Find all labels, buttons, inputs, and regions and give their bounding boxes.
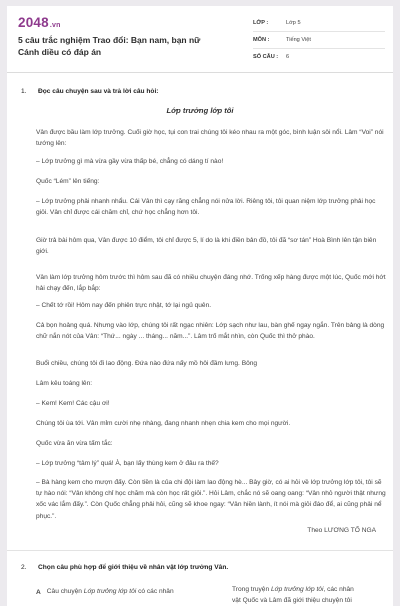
option-letter: A: [36, 589, 41, 596]
quiz-meta-table: [253, 15, 385, 65]
question-number: 2.: [21, 564, 27, 571]
option-text-pre: Câu chuyện: [46, 588, 84, 595]
meta-row-grade: [253, 15, 385, 32]
story-paragraph: – Bà hàng kem cho mượn đấy. Còn tiền là của chi đội làm lao động hè... Bây giờ, có ai hỏi về lớp trưởng lớp tôi, tôi sẽ tự hào nói: “Vân không chỉ học chăm mà còn học rất giỏi.”. Hỏi Lâm, chắc nó sẽ oang oang: “Vân nhỏ người thật nhưng xốc vác lắm đấy.”. Còn Quốc chẳng phải hỏi, cũng sẽ khoe ngay: “Vân hiền lành, ít nói mà giỏi đáo để, ai cũng phải nể phục.”.: [36, 479, 386, 520]
question-number: 1.: [21, 88, 27, 95]
option-text-italic: Lớp trưởng lớp tôi: [83, 588, 137, 595]
question-1-heading: [21, 88, 158, 95]
page-title: 5 câu trắc nghiệm Trao đổi: Bạn nam, bạn nữ Cánh diều có đáp án: [18, 35, 201, 57]
document-page: [7, 6, 393, 606]
story-paragraph: Vân được bầu làm lớp trưởng. Cuối giờ học, tụi con trai chúng tôi kéo nhau ra một góc, bình luận sôi nổi. Lâm “Voi” nói tướng lên:: [36, 129, 384, 148]
meta-row-question-count: [253, 49, 385, 65]
meta-label: MÔN :: [253, 37, 270, 43]
story-paragraph: – Lớp trưởng “tâm lý” quá! À, bạn lấy thùng kem ở đâu ra thế?: [36, 460, 219, 467]
meta-label: LỚP :: [253, 20, 269, 26]
answer-option-b[interactable]: [232, 584, 382, 606]
option-text-post: có các nhân: [136, 588, 174, 595]
story-paragraph: Cả bọn hoảng quá. Nhưng vào lớp, chúng tôi rất ngạc nhiên: Lớp sạch như lau, bàn ghế ngay ngắn. Trên bảng là dòng chữ nắn nót của Vân: “Thứ... ngày ... tháng... năm...”. Lâm trố mắt nhìn, còn Quốc thì thở phào.: [36, 322, 385, 341]
meta-value-grade: Lớp 5: [286, 20, 301, 26]
story-paragraph: Vân làm lớp trưởng hôm trước thì hôm sau đã có nhiều chuyện đáng nhớ. Trống xếp hàng được một lúc, Quốc mới hớt hải chạy đến, lắp bắp:: [36, 274, 386, 293]
story-paragraph: Lâm kêu toáng lên:: [36, 380, 93, 387]
story-author: Theo LƯƠNG TỐ NGA: [307, 527, 376, 534]
story-paragraph: Chúng tôi ùa tới. Vân mỉm cười nhẹ nhàng, đang nhanh nhẹn chia kem cho mọi người.: [36, 420, 291, 427]
site-logo[interactable]: 2048.vn: [18, 15, 61, 30]
story-paragraph: Buổi chiều, chúng tôi đi lao động. Đứa nào đứa nấy mồ hôi đầm lưng. Bông: [36, 360, 258, 367]
answer-option-a[interactable]: [36, 588, 174, 595]
story-paragraph: – Chết tớ rồi! Hôm nay đến phiên trực nhật, tớ lại ngủ quên.: [36, 302, 212, 309]
question-2-heading: [21, 564, 228, 571]
story-paragraph: Quốc “Lém” lên tiếng:: [36, 178, 100, 185]
story-paragraph: – Kem! Kem! Các cậu ơi!: [36, 400, 110, 407]
option-text-post: , các nhân: [323, 586, 354, 593]
question-prompt: Chọn câu phù hợp để giới thiệu về nhân vật lớp trưởng Vân.: [38, 564, 229, 571]
story-paragraph: – Lớp trưởng phải nhanh nhẩu. Cái Vân thì cạy răng chẳng nói nửa lời. Riêng tôi, tôi quan niệm lớp trưởng phải học giỏi. Vân chỉ được cái chăm chỉ, chứ học chẳng hơn tôi.: [36, 198, 376, 217]
story-paragraph: – Lớp trưởng gì mà vừa gầy vừa thấp bé, chẳng có dáng tí nào!: [36, 158, 224, 165]
meta-value-question-count: 6: [286, 54, 290, 60]
meta-row-subject: [253, 32, 385, 49]
option-text-italic: Lớp trưởng lớp tôi: [270, 586, 324, 593]
question-prompt: Đọc câu chuyện sau và trả lời câu hỏi:: [38, 88, 159, 95]
meta-value-subject: Tiếng Việt: [286, 37, 311, 43]
option-text-pre: Trong truyện: [232, 586, 271, 593]
story-paragraph: Quốc vừa ăn vừa tấm tắc:: [36, 440, 113, 447]
story-paragraph: Giờ trả bài hôm qua, Vân được 10 điểm, tôi chỉ được 5, lí do là khi điền bản đồ, tôi đã “sơ tán” Hoà Bình lên tận biên giới.: [36, 237, 377, 256]
document-header: [7, 6, 393, 73]
meta-label: SỐ CÂU :: [253, 54, 279, 60]
story-title: Lớp trưởng lớp tôi: [166, 106, 234, 115]
option-text-line2: vật Quốc và Lâm đã giới thiệu chuyện tôi: [232, 597, 352, 605]
question-divider: [7, 550, 393, 551]
